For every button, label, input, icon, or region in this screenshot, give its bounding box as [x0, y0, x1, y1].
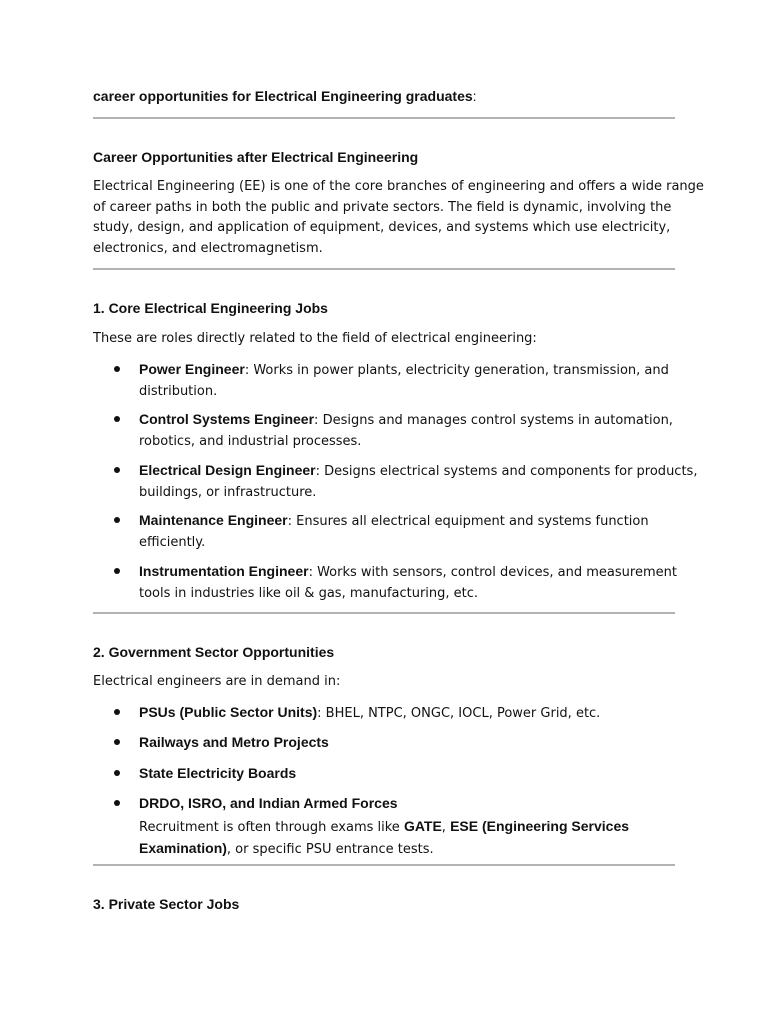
- job-desc-line-2: tools in industries like oil & gas, manufacturing, etc.: [139, 585, 479, 601]
- job-title: Instrumentation Engineer: [139, 563, 309, 579]
- overview-line-1: Electrical Engineering (EE) is one of the core branches of engineering and offers a wide range: [93, 179, 704, 194]
- job-desc-line-1: Designs and manages control systems in automation,: [322, 413, 673, 428]
- job-title: Power Engineer: [139, 361, 245, 377]
- bullet-icon: [114, 517, 120, 523]
- sector-title: DRDO, ISRO, and Indian Armed Forces: [139, 795, 398, 811]
- job-desc-line-1: Designs electrical systems and components for products,: [324, 464, 698, 479]
- sector-title: PSUs (Public Sector Units): [139, 704, 318, 720]
- job-sep: :: [244, 363, 254, 378]
- job-sep: :: [287, 514, 297, 529]
- overview-line-4: electronics, and electromagnetism.: [93, 240, 323, 256]
- ese-label-line-1: ESE (Engineering Services: [450, 817, 630, 834]
- bullet-icon: [114, 709, 120, 715]
- divider-4: [93, 864, 675, 866]
- recruitment-pre: Recruitment is often through exams like: [139, 819, 404, 835]
- bullet-icon: [114, 366, 120, 372]
- core-jobs-intro: These are roles directly related to the field of electrical engineering:: [93, 331, 537, 346]
- job-title: Maintenance Engineer: [139, 512, 288, 528]
- sector-title: State Electricity Boards: [139, 765, 297, 781]
- bullet-icon: [114, 416, 120, 422]
- job-desc-line-1: Ensures all electrical equipment and systems function: [296, 514, 649, 529]
- overview-heading: Career Opportunities after Electrical Engineering: [93, 149, 419, 165]
- overview-paragraph: [93, 177, 704, 259]
- job-desc-line-2: efficiently.: [139, 534, 206, 550]
- sector-sep: :: [317, 706, 326, 721]
- divider-3: [93, 612, 675, 614]
- job-title: Electrical Design Engineer: [139, 462, 316, 478]
- sector-desc: BHEL, NTPC, ONGC, IOCL, Power Grid, etc.: [325, 706, 601, 721]
- bullet-icon: [114, 467, 120, 473]
- job-sep: :: [315, 464, 325, 479]
- job-desc-line-2: distribution.: [139, 383, 218, 399]
- core-jobs-heading: 1. Core Electrical Engineering Jobs: [93, 300, 328, 316]
- job-sep: :: [308, 565, 318, 580]
- job-desc-line-1: Works with sensors, control devices, and measurement: [317, 565, 677, 580]
- job-title: Control Systems Engineer: [139, 411, 315, 427]
- job-desc-line-1: Works in power plants, electricity generation, transmission, and: [253, 363, 669, 378]
- gate-label: GATE: [403, 817, 442, 834]
- government-heading: 2. Government Sector Opportunities: [93, 644, 335, 660]
- government-intro: Electrical engineers are in demand in:: [93, 674, 341, 689]
- overview-line-3: study, design, and application of equipment, devices, and systems which use electricity,: [93, 220, 671, 235]
- divider-2: [93, 268, 675, 270]
- recruitment-post: , or specific PSU entrance tests.: [226, 842, 434, 857]
- recruitment-comma: ,: [441, 819, 451, 835]
- bullet-icon: [114, 739, 120, 745]
- job-sep: :: [314, 413, 323, 428]
- sector-title: Railways and Metro Projects: [139, 734, 329, 750]
- intro-title-colon: :: [472, 88, 477, 104]
- job-desc-line-2: robotics, and industrial processes.: [139, 433, 362, 449]
- bullet-icon: [114, 800, 120, 806]
- intro-title: [93, 87, 477, 105]
- private-heading: 3. Private Sector Jobs: [93, 896, 240, 912]
- divider-1: [93, 117, 675, 119]
- bullet-icon: [114, 568, 120, 574]
- overview-line-2: of career paths in both the public and private sectors. The field is dynamic, involving the: [93, 199, 672, 215]
- bullet-icon: [114, 770, 120, 776]
- job-desc-line-2: buildings, or infrastructure.: [139, 484, 317, 500]
- intro-title-text: career opportunities for Electrical Engineering graduates: [93, 88, 473, 104]
- ese-label-line-2: Examination): [139, 840, 227, 856]
